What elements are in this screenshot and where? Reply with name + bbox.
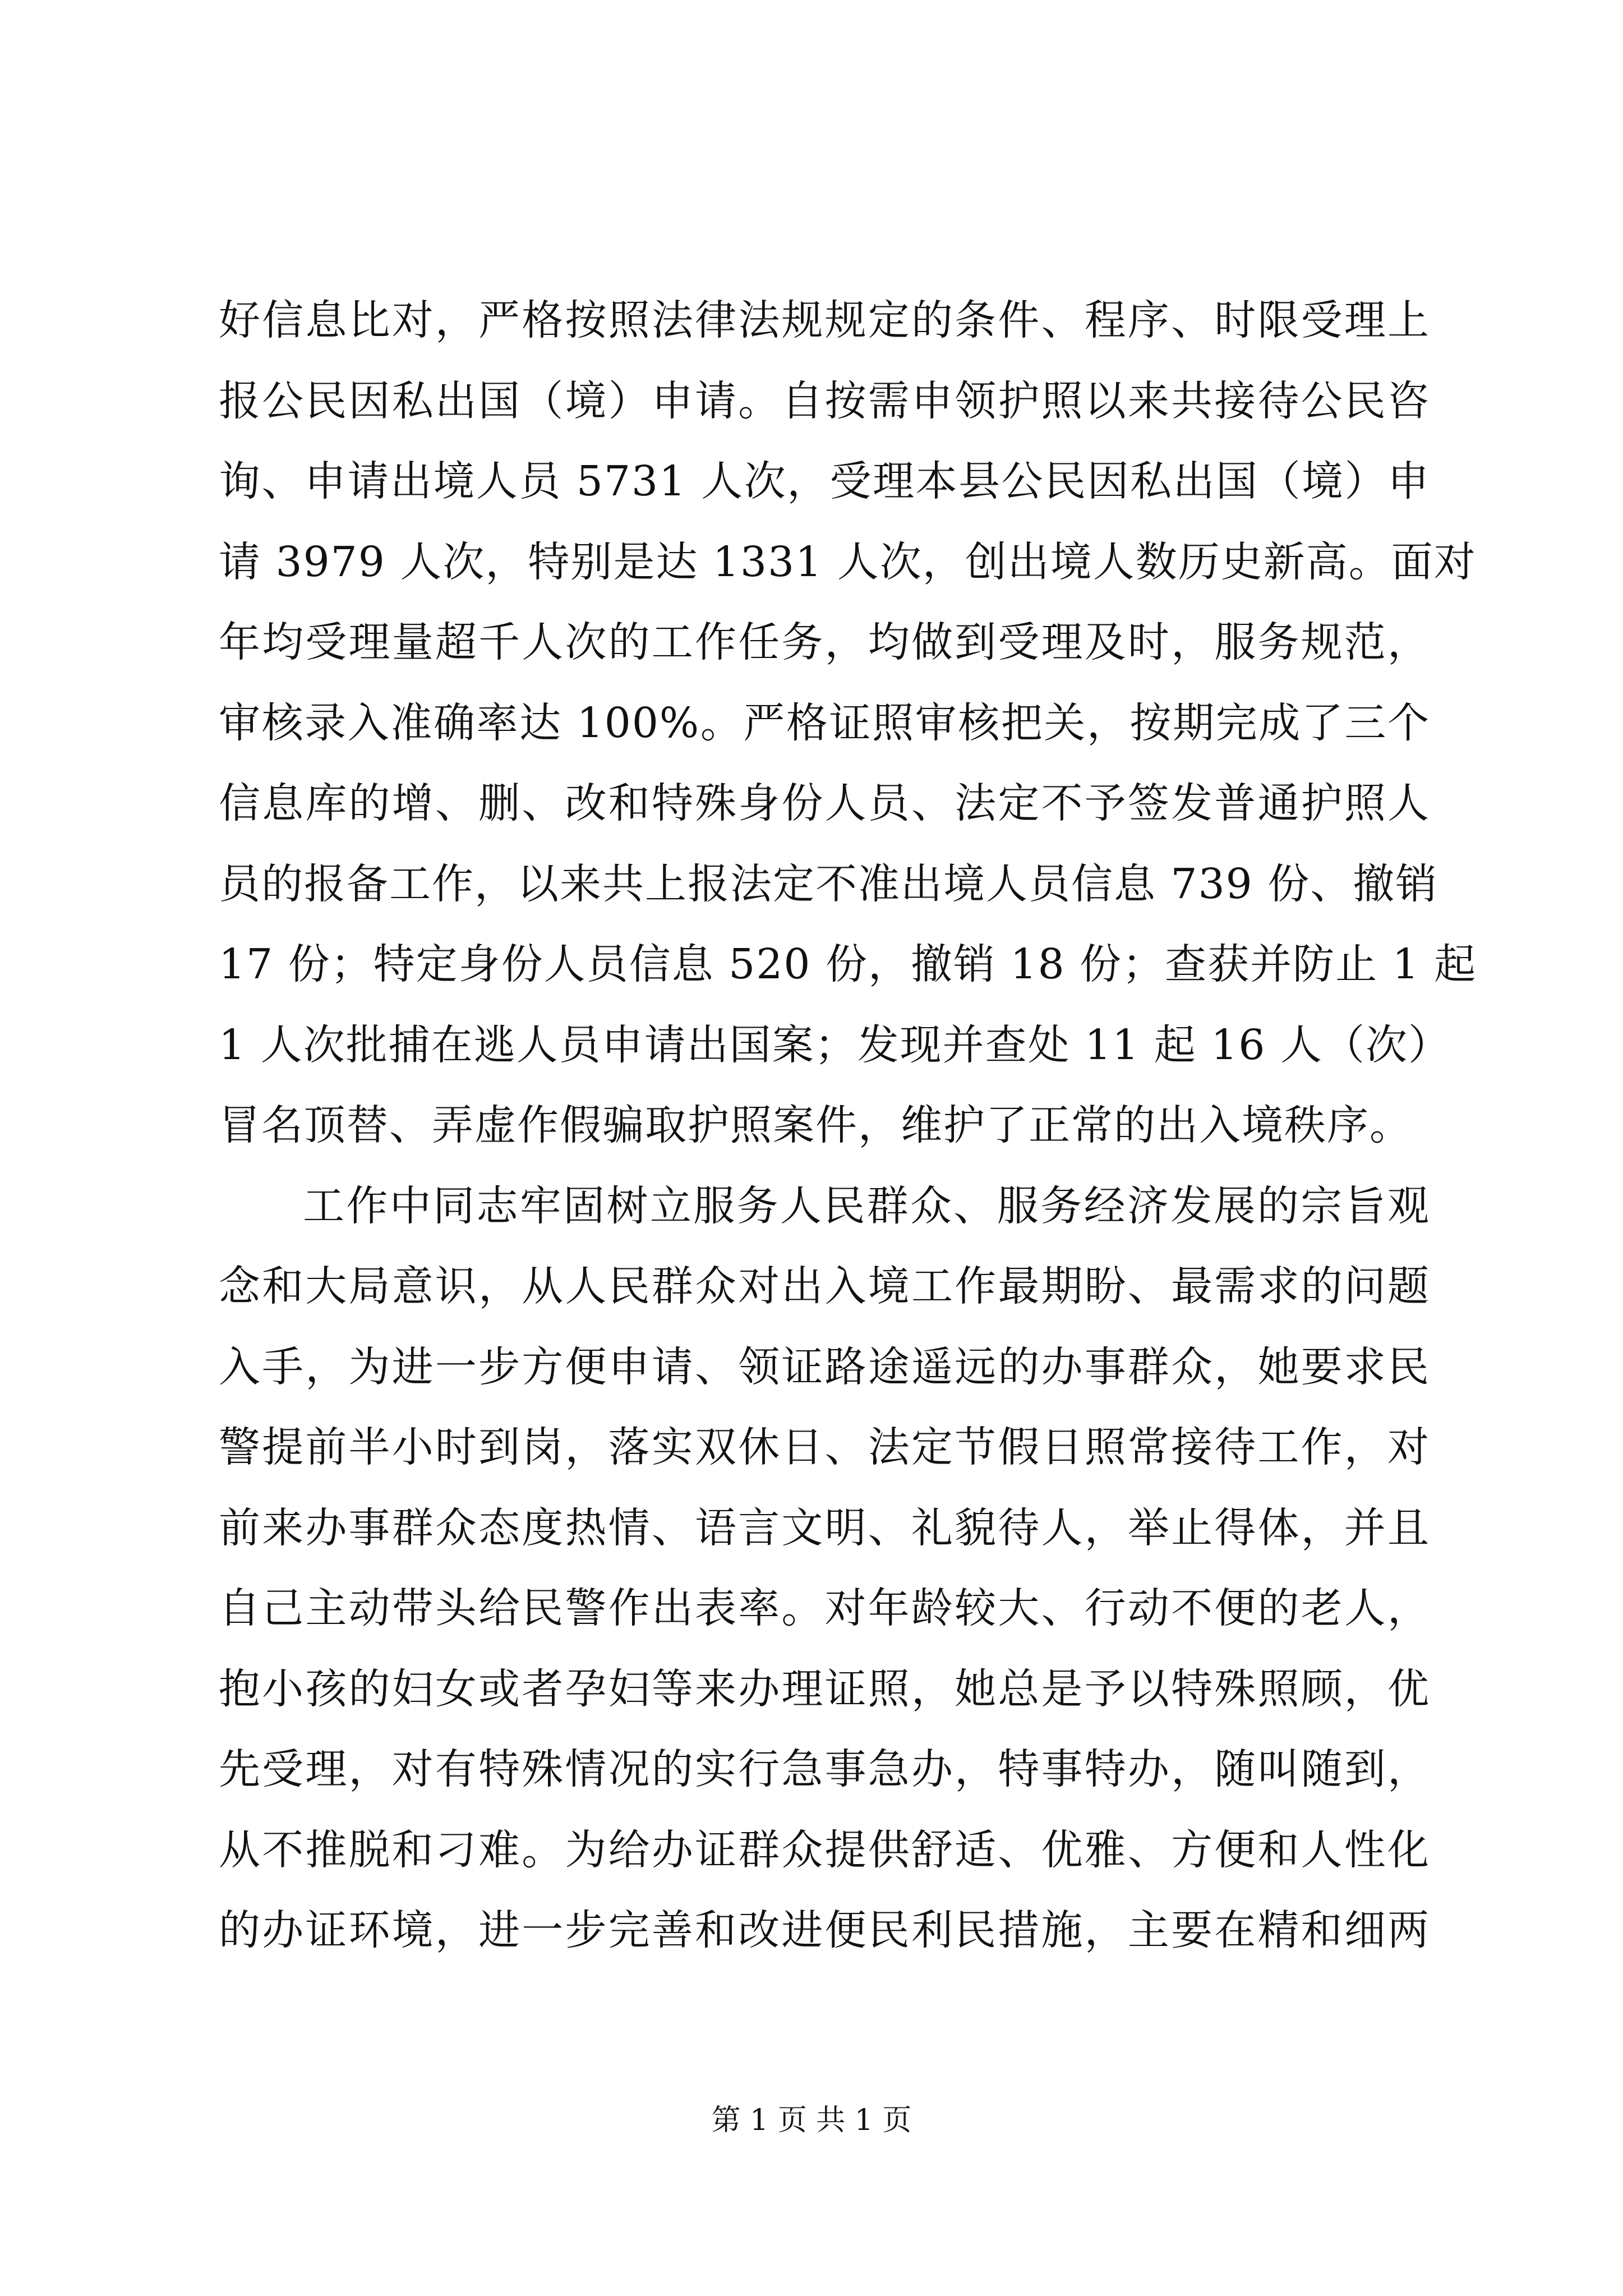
text-line: 报公民因私出国（境）申请。自按需申领护照以来共接待公民咨 <box>219 376 1430 425</box>
text-line: 审核录入准确率达 100%。严格证照审核把关，按期完成了三个 <box>219 698 1430 747</box>
text-line: 员的报备工作，以来共上报法定不准出境人员信息 739 份、撤销 <box>219 859 1438 908</box>
text-line: 抱小孩的妇女或者孕妇等来办理证照，她总是予以特殊照顾，优 <box>219 1664 1430 1713</box>
text-line: 前来办事群众态度热情、语言文明、礼貌待人，举止得体，并且 <box>219 1503 1430 1552</box>
text-line: 念和大局意识，从人民群众对出入境工作最期盼、最需求的问题 <box>219 1262 1430 1310</box>
text-line: 工作中同志牢固树立服务人民群众、服务经济发展的宗旨观 <box>303 1181 1430 1230</box>
page-number-footer: 第 1 页 共 1 页 <box>711 2104 912 2137</box>
text-line: 自己主动带头给民警作出表率。对年龄较大、行动不便的老人， <box>219 1584 1430 1632</box>
text-line: 从不推脱和刁难。为给办证群众提供舒适、优雅、方便和人性化 <box>219 1825 1430 1874</box>
text-line: 1 人次批捕在逃人员申请出国案；发现并查处 11 起 16 人（次） <box>219 1020 1451 1069</box>
text-line: 警提前半小时到岗，落实双休日、法定节假日照常接待工作，对 <box>219 1423 1430 1471</box>
text-line: 先受理，对有特殊情况的实行急事急办，特事特办，随叫随到， <box>219 1745 1430 1793</box>
paragraph-1 <box>219 280 1477 1166</box>
text-line: 好信息比对，严格按照法律法规规定的条件、程序、时限受理上 <box>219 296 1430 344</box>
text-line: 的办证环境，进一步完善和改进便民利民措施，主要在精和细两 <box>219 1906 1430 1954</box>
body-text <box>219 280 1477 1971</box>
paragraph-2 <box>219 1166 1430 1971</box>
text-line: 年均受理量超千人次的工作任务，均做到受理及时，服务规范， <box>219 618 1430 666</box>
text-line: 询、申请出境人员 5731 人次，受理本县公民因私出国（境）申 <box>219 457 1430 505</box>
text-line: 17 份；特定身份人员信息 520 份，撤销 18 份；查获并防止 1 起 <box>219 940 1477 988</box>
text-line: 请 3979 人次，特别是达 1331 人次，创出境人数历史新高。面对 <box>219 537 1477 586</box>
text-line: 入手，为进一步方便申请、领证路途遥远的办事群众，她要求民 <box>219 1342 1430 1391</box>
text-line: 信息库的增、删、改和特殊身份人员、法定不予签发普通护照人 <box>219 779 1430 827</box>
text-line: 冒名顶替、弄虚作假骗取护照案件，维护了正常的出入境秩序。 <box>219 1101 1412 1149</box>
